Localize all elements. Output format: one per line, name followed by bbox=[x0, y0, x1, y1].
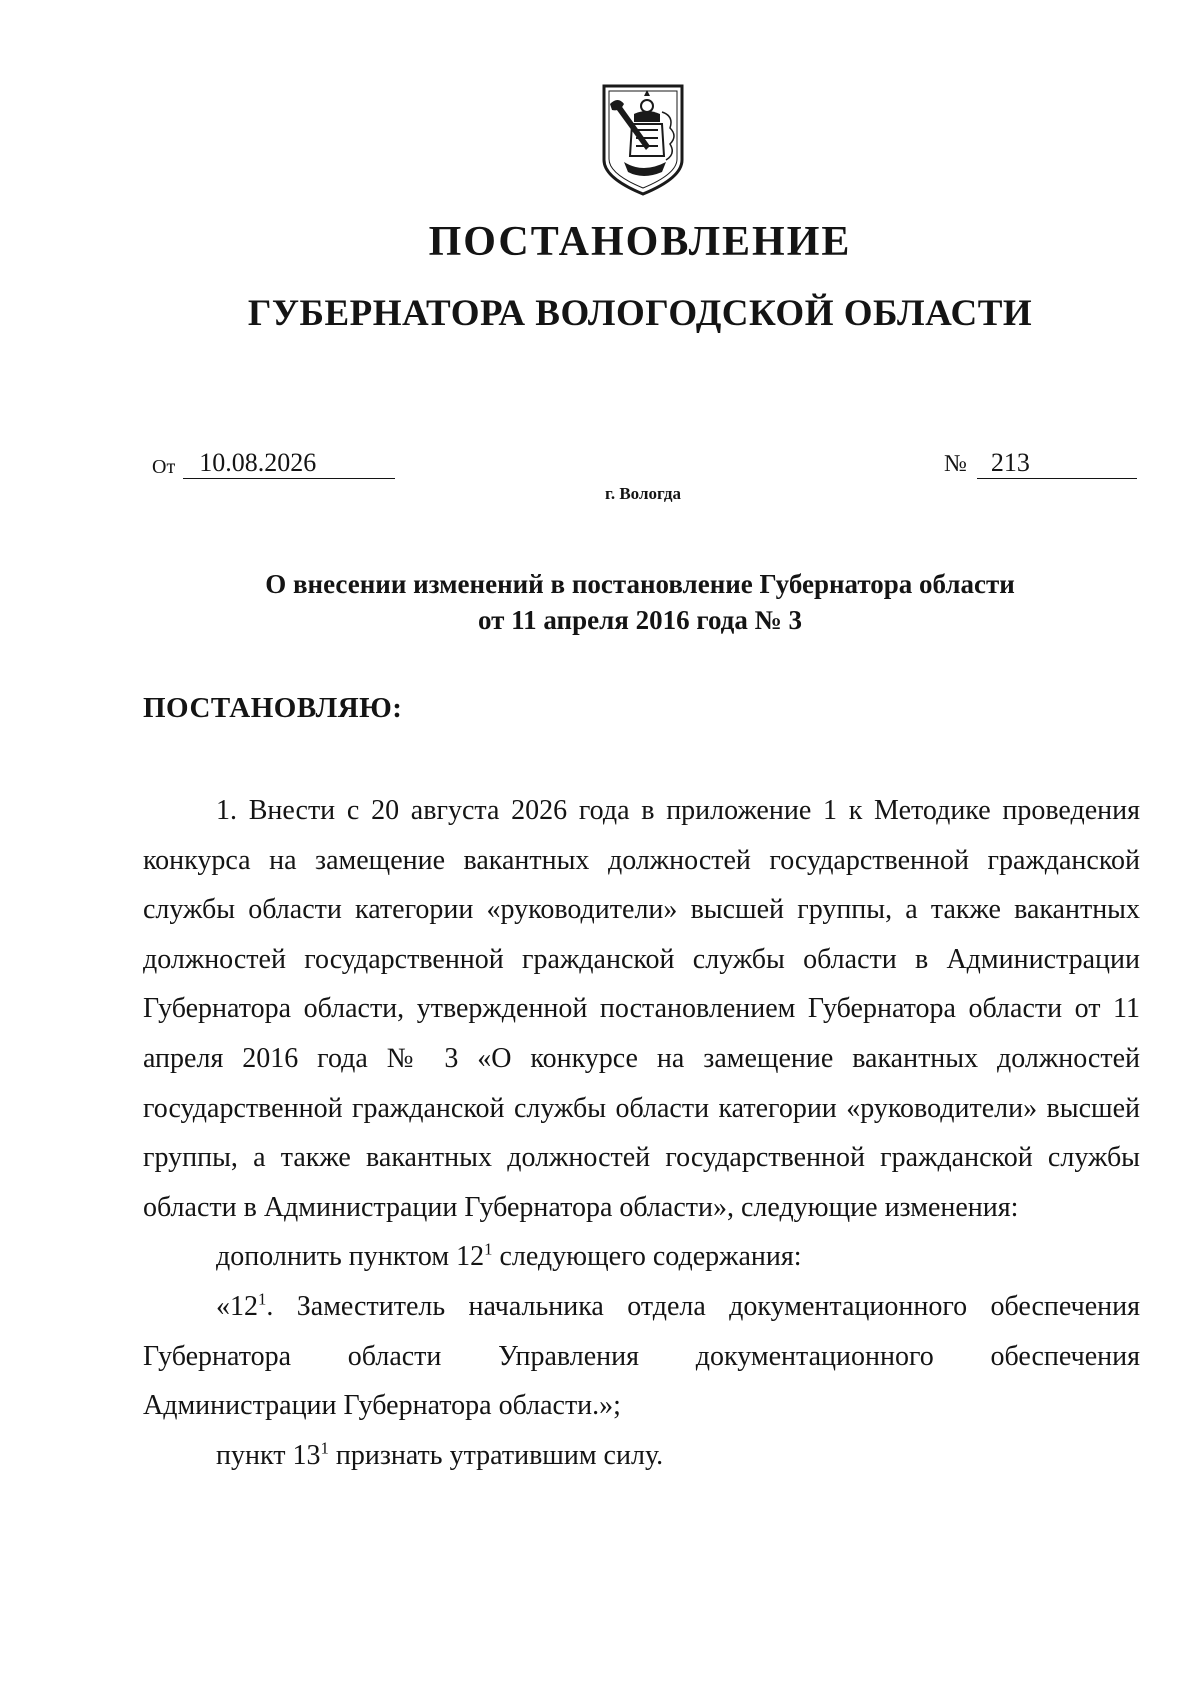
paragraph-3: «$12^1$. Заместитель начальника отдела документационного обеспечения Губернатора области Управления документационного обеспечения Администрации Губернатора области.»; bbox=[143, 1289, 1140, 1422]
document-body bbox=[143, 786, 1140, 1480]
document-title: ПОСТАНОВЛЕНИЕ bbox=[428, 219, 852, 265]
date-field bbox=[152, 448, 395, 484]
date-prefix-label: От bbox=[152, 456, 176, 478]
paragraph-1: 1. Внести с 20 августа 2026 года в приложение 1 к Методике проведения конкурса на замещение вакантных должностей государственной гражданской службы области категории «руководители» высшей группы, а также вакантных должностей государственной гражданской службы области в Администрации Губернатора области, утвержденной постановлением Губернатора области от 11 апреля 2016 года № 3 «О конкурсе на замещение вакантных должностей государственной гражданской службы области категории «руководители» высшей группы, а также вакантных должностей государственной гражданской службы области в Администрации Губернатора области», следующие изменения: bbox=[143, 795, 1140, 1223]
document-issuer: ГУБЕРНАТОРА ВОЛОГОДСКОЙ ОБЛАСТИ bbox=[247, 293, 1033, 334]
paragraph-4: пункт $13^1$ признать утратившим силу. bbox=[216, 1438, 664, 1471]
number-prefix-label: № bbox=[944, 451, 967, 477]
document-heading bbox=[150, 566, 1130, 638]
paragraph-2: дополнить пунктом $12^1$ следующего содержания: bbox=[216, 1240, 802, 1273]
coat-of-arms-icon bbox=[600, 82, 686, 198]
decree-word: ПОСТАНОВЛЯЮ: bbox=[143, 692, 403, 724]
city-label: г. Вологда bbox=[605, 484, 681, 503]
heading-line-2: от 11 апреля 2016 года № 3 bbox=[478, 605, 802, 635]
number-value: 213 bbox=[977, 448, 1137, 479]
heading-line-1: О внесении изменений в постановление Губернатора области bbox=[265, 569, 1015, 599]
number-field bbox=[944, 448, 1137, 484]
date-value: 10.08.2026 bbox=[183, 448, 395, 479]
